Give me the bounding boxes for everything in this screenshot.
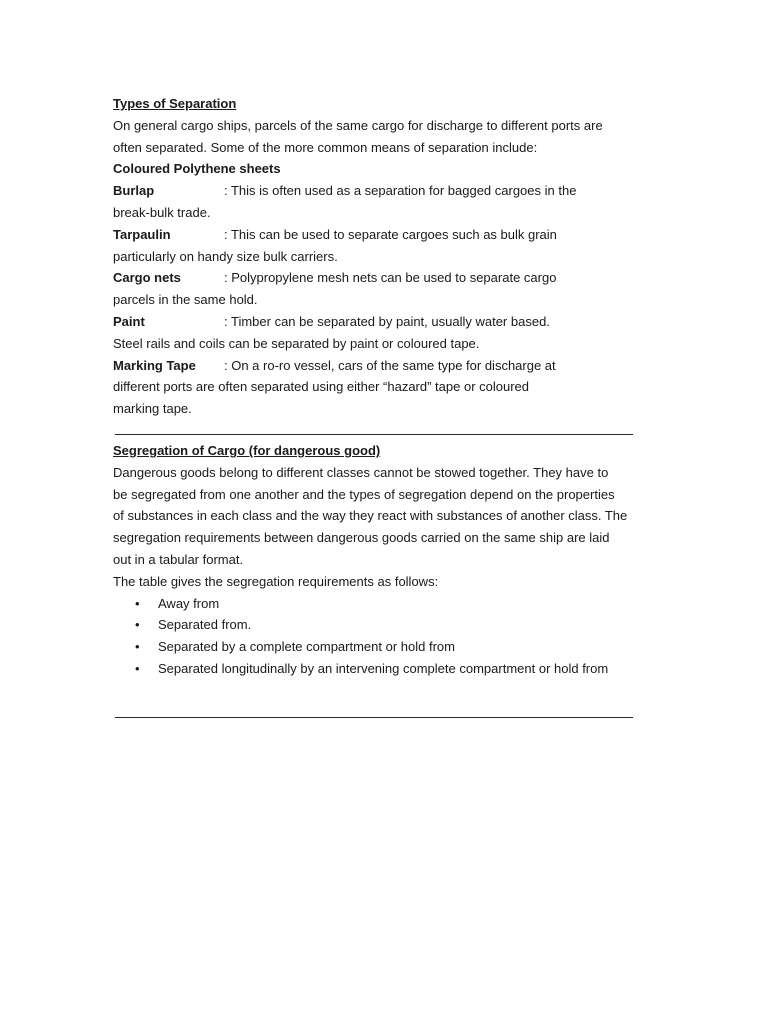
paragraph-line-3: of substances in each class and the way they react with substances of another class. The (113, 508, 628, 524)
item-marking-tape-continued-1: different ports are often separated using either “hazard” tape or coloured (113, 379, 530, 395)
item-cargo-nets (113, 267, 658, 289)
term-label: Burlap (113, 183, 155, 199)
list-item-text: Separated longitudinally by an intervening complete compartment or hold from (158, 660, 609, 676)
item-tarpaulin (113, 224, 658, 246)
term-description: : This is often used as a separation for bagged cargoes in the (224, 183, 577, 199)
document-page (113, 93, 658, 420)
segregation-list (113, 593, 658, 680)
list-item-text: Separated by a complete compartment or hold from (158, 639, 455, 655)
list-item (113, 636, 658, 658)
paragraph-line-5: out in a tabular format. (113, 551, 244, 567)
bullet-icon: • (135, 617, 140, 633)
list-item-text: Away from (158, 595, 220, 611)
list-item (113, 614, 658, 636)
term-description: : Polypropylene mesh nets can be used to separate cargo (224, 270, 557, 286)
item-marking-tape (113, 355, 658, 377)
item-tarpaulin-continued: particularly on handy size bulk carriers. (113, 248, 338, 264)
list-item (113, 658, 658, 680)
paragraph-line-2: be segregated from one another and the types of segregation depend on the properties (113, 486, 615, 502)
term-description: : Timber can be separated by paint, usually water based. (224, 313, 550, 329)
subheading-coloured-polythene: Coloured Polythene sheets (113, 161, 281, 177)
term-description: : On a ro-ro vessel, cars of the same type for discharge at (224, 357, 556, 373)
document-section-segregation (113, 440, 658, 680)
term-label: Tarpaulin (113, 226, 171, 242)
list-item-text: Separated from. (158, 617, 252, 633)
item-paint (113, 311, 658, 333)
item-burlap (113, 180, 658, 202)
section-title-segregation: Segregation of Cargo (for dangerous good) (113, 443, 381, 458)
horizontal-rule-1 (115, 434, 633, 435)
item-paint-continued: Steel rails and coils can be separated by paint or coloured tape. (113, 335, 480, 351)
term-label: Marking Tape (113, 357, 196, 373)
item-marking-tape-continued-2: marking tape. (113, 401, 192, 417)
intro-line-2: often separated. Some of the more common means of separation include: (113, 139, 538, 155)
bullet-icon: • (135, 595, 140, 611)
term-label: Paint (113, 313, 145, 329)
horizontal-rule-2 (115, 717, 633, 718)
bullet-icon: • (135, 660, 140, 676)
item-burlap-continued: break-bulk trade. (113, 204, 211, 220)
list-item (113, 593, 658, 615)
table-intro: The table gives the segregation requirements as follows: (113, 573, 439, 589)
item-cargo-nets-continued: parcels in the same hold. (113, 292, 258, 308)
intro-line-1: On general cargo ships, parcels of the same cargo for discharge to different ports are (113, 117, 603, 133)
section-title-types-of-separation: Types of Separation (113, 96, 237, 111)
bullet-icon: • (135, 639, 140, 655)
paragraph-line-1: Dangerous goods belong to different classes cannot be stowed together. They have to (113, 464, 609, 480)
term-label: Cargo nets (113, 270, 181, 286)
paragraph-line-4: segregation requirements between dangerous goods carried on the same ship are laid (113, 530, 610, 546)
term-description: : This can be used to separate cargoes such as bulk grain (224, 226, 557, 242)
